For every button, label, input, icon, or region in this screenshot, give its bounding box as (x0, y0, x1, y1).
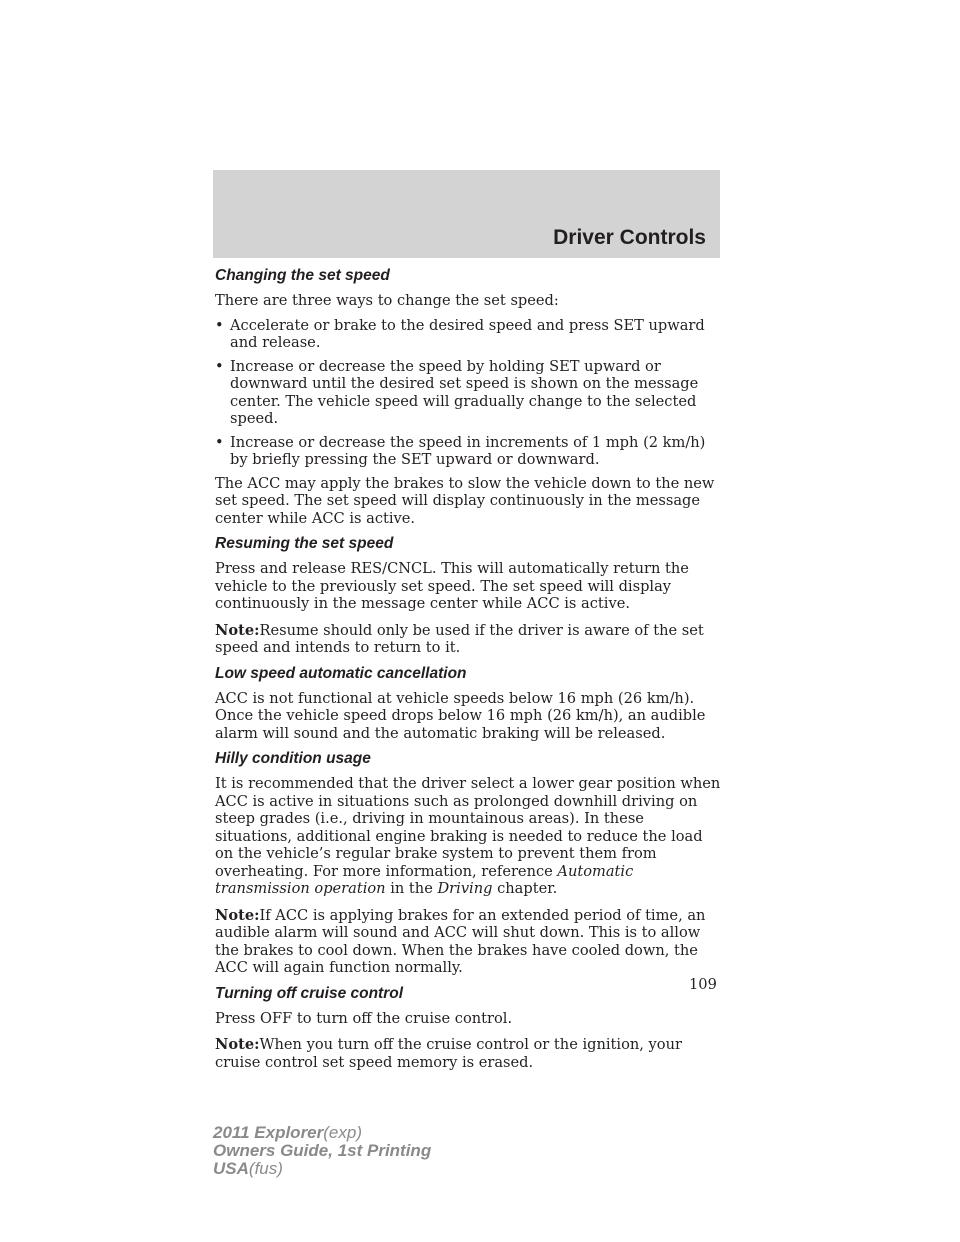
bullet-icon: • (215, 357, 224, 375)
reference-link-text: Automatic transmission operation (215, 862, 634, 897)
page-number: 109 (689, 976, 717, 993)
chapter-name: Driving (437, 880, 493, 897)
paragraph-low-speed: ACC is not functional at vehicle speeds below 16 mph (26 km/h). Once the vehicle speed drops below 16 mph (26 km/h), an audible alarm will sound and the automatic braking will be released. (215, 689, 706, 742)
note-label: Note: (215, 1036, 260, 1053)
heading-resuming-set-speed: Resuming the set speed (215, 535, 394, 552)
note-text: Resume should only be used if the driver is aware of the set speed and intends to return to it. (215, 621, 704, 656)
paragraph-three-ways: There are three ways to change the set speed: (215, 292, 559, 309)
note-hilly (215, 907, 725, 977)
note-resume (215, 622, 725, 657)
paragraph-acc-brakes: The ACC may apply the brakes to slow the vehicle down to the new set speed. The set speed will display continuously in the message center while ACC is active. (215, 474, 715, 527)
section-header-band (213, 170, 720, 258)
heading-hilly-condition: Hilly condition usage (215, 750, 371, 767)
note-label: Note: (215, 621, 260, 639)
note-turn-off (215, 1036, 725, 1071)
bullet-icon: • (215, 433, 224, 451)
list-item: • Increase or decrease the speed by holding SET upward or downward until the desired set speed is shown on the message center. The vehicle speed will gradually change to the selected speed. (215, 357, 699, 427)
heading-turning-off-cruise: Turning off cruise control (215, 984, 404, 1002)
footer-line-market: USA(fus) (213, 1159, 283, 1178)
heading-low-speed-cancellation: Low speed automatic cancellation (215, 664, 467, 682)
heading-changing-set-speed: Changing the set speed (215, 267, 390, 284)
bullet-list-set-speed (215, 317, 725, 469)
footer-line-guide: Owners Guide, 1st Printing (213, 1141, 432, 1160)
paragraph-turn-off: Press OFF to turn off the cruise control. (215, 1009, 513, 1027)
note-text: If ACC is applying brakes for an extended period of time, an audible alarm will sound and ACC will shut down. This is to allow the brakes to cool down. When the brakes have cooled down, the ACC will again function normally. (215, 906, 706, 976)
footer-line-model: 2011 Explorer(exp) (213, 1123, 362, 1142)
page-content (215, 266, 725, 1078)
bullet-icon: • (215, 316, 224, 334)
list-item: • Increase or decrease the speed in increments of 1 mph (2 km/h) by briefly pressing the SET upward or downward. (215, 433, 706, 468)
paragraph-resume: Press and release RES/CNCL. This will automatically return the vehicle to the previously set speed. The set speed will display continuously in the message center while ACC is active. (215, 560, 689, 612)
section-title: Driver Controls (553, 226, 706, 249)
paragraph-hilly: It is recommended that the driver select a lower gear position when ACC is active in situations such as prolonged downhill driving on steep grades (i.e., driving in mountainous areas). In these situations, additional engine braking is needed to reduce the load on the vehicle’s regular brake system to prevent them from overheating. For more information, reference Automatic transmission operation in the Driving chapter. (215, 775, 721, 897)
note-text: When you turn off the cruise control or the ignition, your cruise control set speed memory is erased. (215, 1036, 682, 1071)
print-footer (213, 1124, 431, 1178)
note-label: Note: (215, 906, 260, 924)
list-item: • Accelerate or brake to the desired speed and press SET upward and release. (215, 316, 705, 351)
